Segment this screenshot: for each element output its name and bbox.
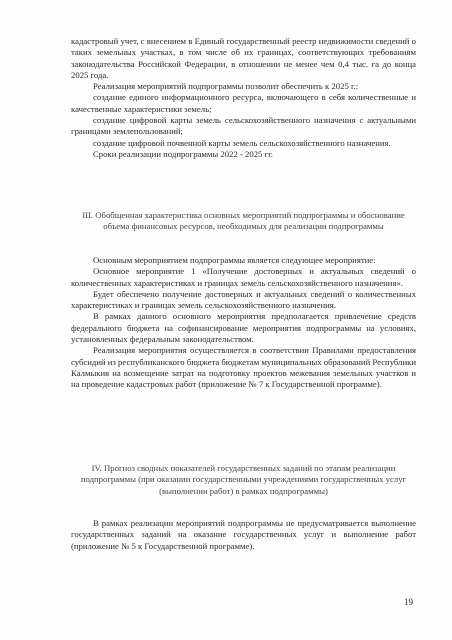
section-4-heading-block [71,463,416,497]
section-4-heading: IV. Прогноз сводных показателей государственных заданий по этапам реализации подпрограммы (при оказании государственными учреждениями государственных услуг (выполнении работ) в рамках подпрограммы) [80,463,407,496]
paragraph-cadastral-continuation: кадастровый учет, с внесением в Единый государственный реестр недвижимости сведений о таких земельных участках, в том числе об их границах, соответствующих требованиям законодательства Российской Федерации, в отношении не менее чем 0,4 тыс. га до конца 2025 года. [71,36,416,80]
paragraph-no-state-assignments: В рамках реализации мероприятий подпрограммы не предусматривается выполнение государственных заданий на оказание государственных услуг и выполнение работ (приложение № 5 к Государственной программе). [71,518,416,551]
text-block-section-4 [71,518,416,552]
paragraph-federal-budget: В рамках данного основного мероприятия предполагается привлечение средств федерального бюджета на софинансирование мероприятия подпрограммы на условиях, установленных федеральным законодательством. [71,311,416,345]
paragraph-main-activity-intro: Основным мероприятием подпрограммы является следующее мероприятие: [93,255,376,265]
paragraph-subsidy-rules: Реализация мероприятия осуществляется в соответствии Правилами предоставления субсидий из республиканского бюджета бюджетам муниципальных образований Республики Калмыкия на возмещение затрат на подготовку проектов межевания земельных участков и на проведение кадастровых работ (приложение № 7 к Государственной программе). [71,345,416,390]
paragraph-digital-land-map: создание цифровой карты земель сельскохозяйственного назначения с актуальными границами землепользований; [71,115,416,137]
text-block-intro [71,36,416,160]
paragraph-reliable-data: Будет обеспечено получение достоверных и актуальных сведений о количественных характеристиках и границах земель сельскохозяйственного назначения. [71,288,416,311]
page-number: 19 [404,597,413,607]
paragraph-implementation-period: Сроки реализации подпрограммы 2022 - 2025 гг. [93,148,273,159]
paragraph-unified-info-resource: создание единого информационного ресурса, включающего в себя количественные и качественные характеристики земель; [71,92,416,114]
section-3-heading-block [71,210,416,233]
paragraph-implementation-ensures: Реализация мероприятий подпрограммы позволит обеспечить к 2025 г.: [93,81,359,92]
text-block-section-3 [71,255,416,391]
paragraph-digital-soil-map: создание цифровой почвенной карты земель сельскохозяйственного назначения. [93,137,391,148]
section-3-heading: III. Обобщенная характеристика основных мероприятий подпрограммы и обоснование объема финансовых ресурсов, необходимых для реализации подпрограммы [82,210,405,232]
paragraph-main-activity-1: Основное мероприятие 1 «Получение достоверных и актуальных сведений о количественных характеристиках и границах земель сельскохозяйственного назначения». [71,266,416,288]
